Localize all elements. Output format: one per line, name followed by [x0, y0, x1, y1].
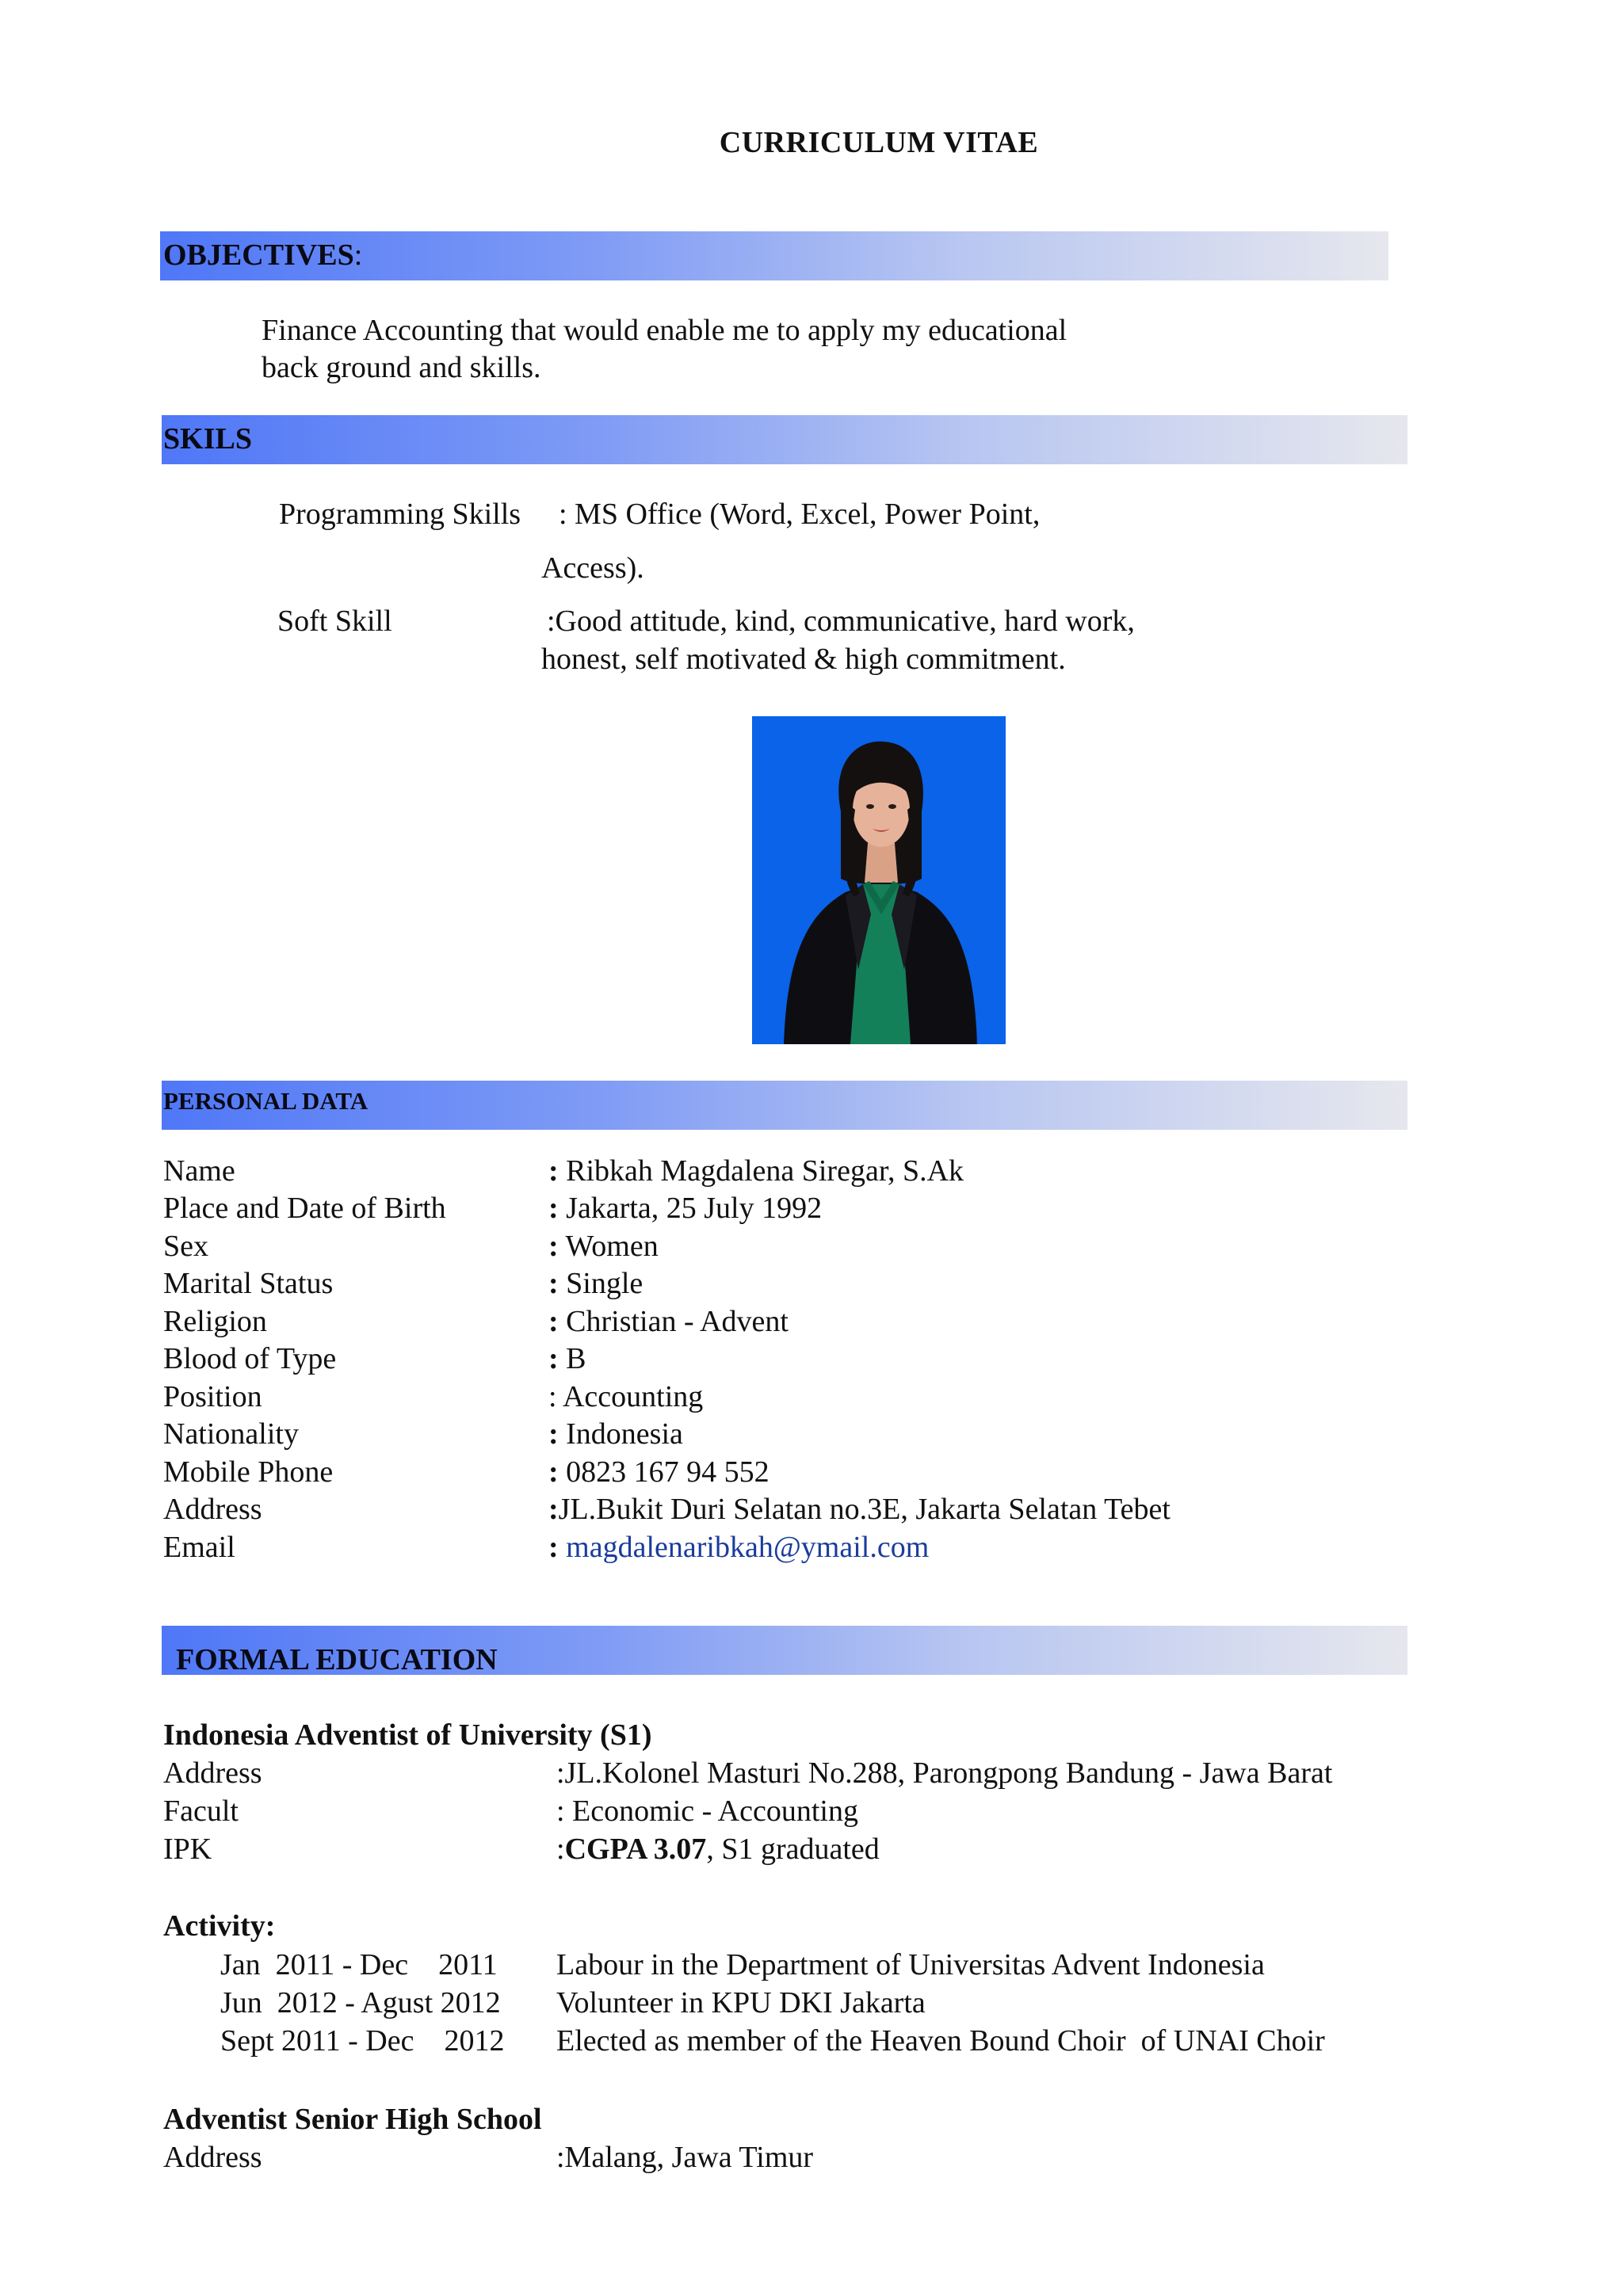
value-email: : magdalenaribkah@ymail.com: [548, 1531, 930, 1564]
high-school-address-value: :Malang, Jawa Timur: [556, 2141, 814, 2174]
label-nationality: Nationality: [163, 1417, 299, 1451]
value-sex: : Women: [548, 1230, 659, 1263]
email-link[interactable]: magdalenaribkah@ymail.com: [566, 1531, 930, 1564]
high-school-address-label: Address: [163, 2141, 262, 2174]
university-address-value: :JL.Kolonel Masturi No.288, Parongpong Bandung - Jawa Barat: [556, 1756, 1333, 1790]
programming-skills-label: Programming Skills: [279, 498, 521, 531]
objectives-line-2: back ground and skills.: [262, 351, 541, 384]
label-marital-status: Marital Status: [163, 1267, 334, 1300]
faculty-value: : Economic - Accounting: [556, 1794, 858, 1828]
skills-band: [162, 415, 1407, 464]
value-blood-type: : B: [548, 1342, 586, 1375]
value-mobile-phone: : 0823 167 94 552: [548, 1455, 769, 1489]
objectives-line-1: Finance Accounting that would enable me to apply my educational: [262, 314, 1067, 347]
label-place-date-birth: Place and Date of Birth: [163, 1192, 446, 1225]
activity-period: Jun 2012 - Agust 2012: [220, 1986, 501, 2019]
activity-description: Labour in the Department of Universitas Advent Indonesia: [556, 1948, 1265, 1981]
high-school-name: Adventist Senior High School: [163, 2103, 542, 2136]
label-name: Name: [163, 1154, 235, 1188]
soft-skill-value: :Good attitude, kind, communicative, hard work,: [547, 605, 1135, 638]
university-name: Indonesia Adventist of University (S1): [163, 1718, 652, 1752]
programming-skills-value-cont: Access).: [541, 551, 644, 585]
value-position: : Accounting: [548, 1380, 704, 1413]
ipk-value: :CGPA 3.07, S1 graduated: [556, 1833, 880, 1866]
value-place-date-birth: : Jakarta, 25 July 1992: [548, 1192, 823, 1225]
value-address: :JL.Bukit Duri Selatan no.3E, Jakarta Selatan Tebet: [548, 1493, 1170, 1526]
label-sex: Sex: [163, 1230, 208, 1263]
value-name: : Ribkah Magdalena Siregar, S.Ak: [548, 1154, 964, 1188]
page-title: CURRICULUM VITAE: [719, 126, 1039, 159]
label-mobile-phone: Mobile Phone: [163, 1455, 334, 1489]
label-address: Address: [163, 1493, 262, 1526]
activity-heading: Activity:: [163, 1909, 276, 1943]
label-position: Position: [163, 1380, 262, 1413]
label-religion: Religion: [163, 1305, 267, 1338]
formal-education-heading: FORMAL EDUCATION: [176, 1643, 498, 1676]
soft-skill-label: Soft Skill: [277, 605, 392, 638]
programming-skills-value: : MS Office (Word, Excel, Power Point,: [559, 498, 1041, 531]
value-marital-status: : Single: [548, 1267, 643, 1300]
faculty-label: Facult: [163, 1794, 239, 1828]
profile-photo: [752, 716, 1006, 1044]
label-blood-type: Blood of Type: [163, 1342, 337, 1375]
ipk-label: IPK: [163, 1833, 212, 1866]
university-address-label: Address: [163, 1756, 262, 1790]
label-email: Email: [163, 1531, 235, 1564]
activity-period: Sept 2011 - Dec 2012: [220, 2024, 505, 2058]
activity-description: Elected as member of the Heaven Bound Choir of UNAI Choir: [556, 2024, 1325, 2058]
skills-heading: SKILS: [163, 422, 252, 456]
activity-description: Volunteer in KPU DKI Jakarta: [556, 1986, 926, 2019]
activity-period: Jan 2011 - Dec 2011: [220, 1948, 498, 1981]
soft-skill-value-cont: honest, self motivated & high commitment.: [541, 643, 1066, 676]
value-nationality: : Indonesia: [548, 1417, 683, 1451]
objectives-heading: OBJECTIVES:: [163, 238, 363, 272]
personal-data-heading: PERSONAL DATA: [163, 1087, 369, 1115]
value-religion: : Christian - Advent: [548, 1305, 789, 1338]
